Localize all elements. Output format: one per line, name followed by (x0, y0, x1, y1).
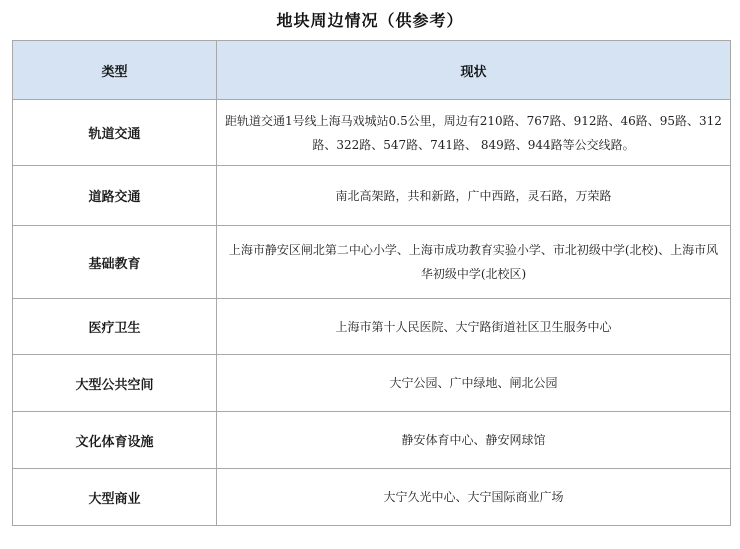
row-type-cell: 大型商业 (13, 469, 217, 526)
row-status-cell: 上海市静安区闸北第二中心小学、上海市成功教育实验小学、市北初级中学(北校)、上海市风华初级中学(北校区) (217, 226, 731, 299)
table-row (13, 412, 731, 469)
row-type-cell: 轨道交通 (13, 100, 217, 166)
table-row (13, 226, 731, 299)
row-status-cell: 南北高架路，共和新路，广中西路，灵石路，万荣路 (217, 166, 731, 226)
row-type-cell: 大型公共空间 (13, 355, 217, 412)
page-title: 地块周边情况（供参考） (276, 11, 464, 30)
table-row (13, 469, 731, 526)
row-status-cell: 大宁久光中心、大宁国际商业广场 (217, 469, 731, 526)
table-row (13, 355, 731, 412)
row-type-cell: 基础教育 (13, 226, 217, 299)
row-type-cell: 道路交通 (13, 166, 217, 226)
row-status-cell: 上海市第十人民医院、大宁路街道社区卫生服务中心 (217, 299, 731, 355)
surroundings-table (12, 40, 731, 526)
table-row (13, 299, 731, 355)
header-row (13, 41, 731, 100)
row-status-cell: 静安体育中心、静安网球馆 (217, 412, 731, 469)
row-type-cell: 医疗卫生 (13, 299, 217, 355)
table-row (13, 100, 731, 166)
row-status-cell: 大宁公园、广中绿地、闸北公园 (217, 355, 731, 412)
row-status-cell: 距轨道交通1号线上海马戏城站0.5公里，周边有210路、767路、912路、46路、95路、312路、322路、547路、741路、 849路、944路等公交线路。 (217, 100, 731, 166)
column-header-status: 现状 (217, 41, 731, 100)
column-header-type: 类型 (13, 41, 217, 100)
row-type-cell: 文化体育设施 (13, 412, 217, 469)
table-row (13, 166, 731, 226)
